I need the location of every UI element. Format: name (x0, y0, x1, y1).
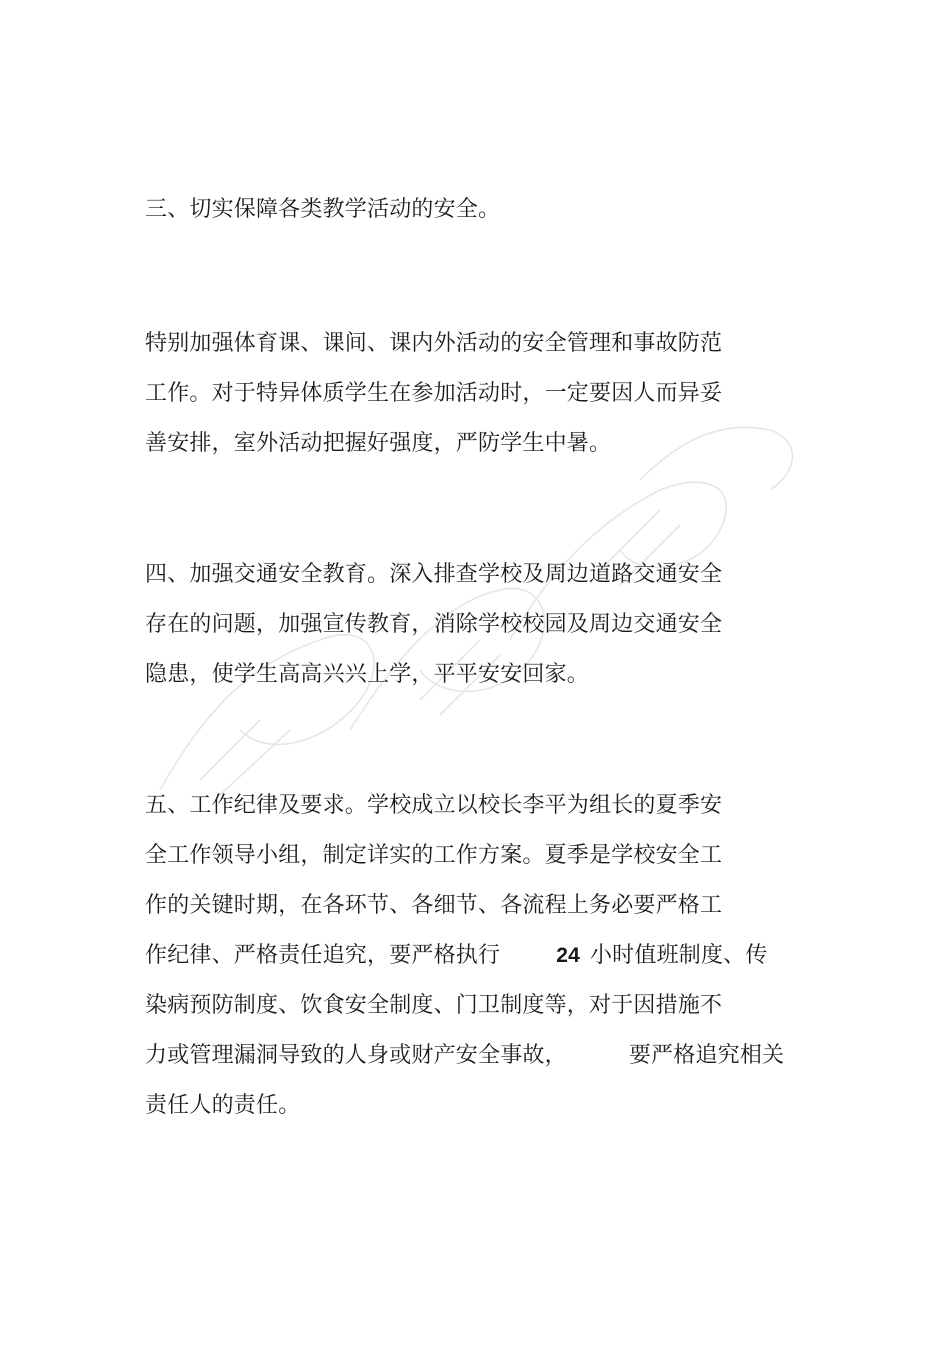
section-5-line-4-post: 小时值班制度、传 (589, 943, 768, 968)
section-4-line-3: 隐患，使学生高高兴兴上学，平平安安回家。 (145, 662, 590, 687)
section-5-line-5: 染病预防制度、饮食安全制度、门卫制度等，对于因措施不 (145, 993, 723, 1018)
section-5-line-1: 五、工作纪律及要求。学校成立以校长李平为组长的夏季安 (145, 793, 723, 818)
section-5-line-4 (145, 942, 768, 970)
section-3-line-3: 善安排，室外活动把握好强度，严防学生中暑。 (145, 431, 612, 456)
section-3-line-2: 工作。对于特异体质学生在参加活动时，一定要因人而异妥 (145, 381, 723, 406)
section-3-heading: 三、切实保障各类教学活动的安全。 (145, 197, 501, 222)
section-4-line-1: 四、加强交通安全教育。深入排查学校及周边道路交通安全 (145, 562, 723, 587)
hours-number: 24 (556, 944, 580, 967)
section-4-line-2: 存在的问题，加强宣传教育，消除学校校园及周边交通安全 (145, 612, 723, 637)
section-5-line-6-post: 要严格追究相关 (628, 1043, 785, 1068)
section-5-line-2: 全工作领导小组，制定详实的工作方案。夏季是学校安全工 (145, 843, 723, 868)
section-5-line-7: 责任人的责任。 (145, 1093, 301, 1118)
section-5-line-6 (145, 1042, 784, 1070)
section-5-line-3: 作的关键时期，在各环节、各细节、各流程上务必要严格工 (145, 893, 723, 918)
watermark-graphic (120, 400, 820, 800)
section-3-line-1: 特别加强体育课、课间、课内外活动的安全管理和事故防范 (145, 331, 723, 356)
section-5-line-6-pre: 力或管理漏洞导致的人身或财产安全事故， (145, 1043, 567, 1068)
section-5-line-4-pre: 作纪律、严格责任追究，要严格执行 (145, 943, 501, 968)
